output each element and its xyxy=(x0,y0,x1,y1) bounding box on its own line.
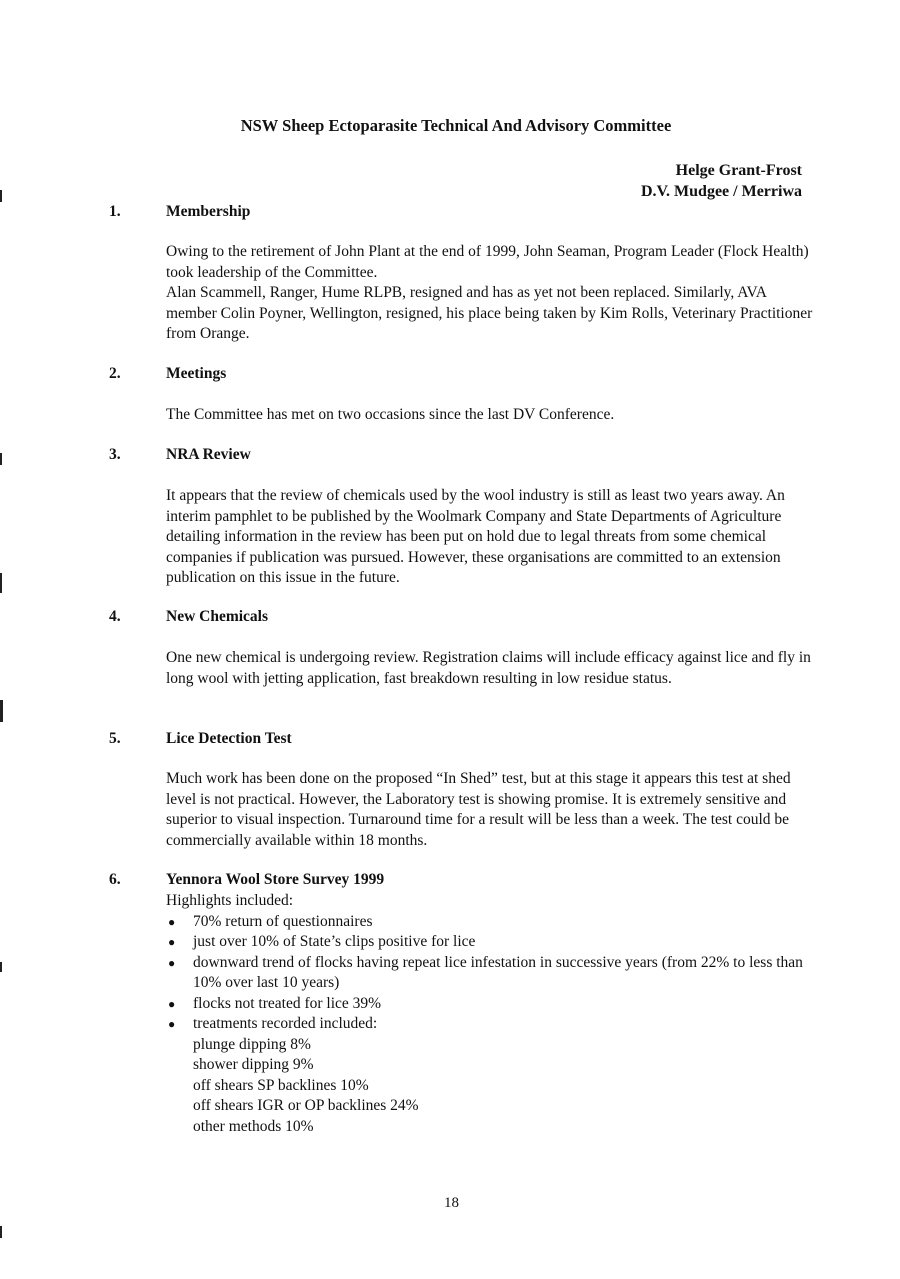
section-body xyxy=(166,891,816,1137)
treatment-item: off shears IGR or OP backlines 24% xyxy=(193,1097,419,1114)
bullet-icon: ● xyxy=(168,996,176,1011)
author-block xyxy=(641,160,802,202)
paragraph: Much work has been done on the proposed “In Shed” test, but at this stage it appears this test at shed level is not practical. However, the Laboratory test is showing promise. It is extremely sensitive and superior to visual inspection. Turnaround time for a result will be less than a week. The test could be commercially available within 18 months. xyxy=(166,770,791,849)
scan-artifact xyxy=(0,1226,2,1238)
author-name: Helge Grant-Frost xyxy=(675,162,802,179)
bullet-icon: ● xyxy=(168,914,176,929)
list-item: ● downward trend of flocks having repeat lice infestation in successive years (from 22% to less than 10% over last 10 years) xyxy=(168,953,803,991)
scan-artifact xyxy=(0,573,2,593)
page-number: 18 xyxy=(444,1195,459,1211)
paragraph: Highlights included: xyxy=(166,892,294,909)
section-heading: Meetings xyxy=(166,365,227,382)
list-item: ● 70% return of questionnaires xyxy=(166,912,816,933)
scan-artifact xyxy=(0,453,2,465)
treatment-item: plunge dipping 8% xyxy=(193,1035,311,1053)
scan-artifact xyxy=(0,962,2,972)
section-body xyxy=(166,648,816,689)
treatment-item: other methods 10% xyxy=(193,1117,314,1135)
author-affiliation: D.V. Mudgee / Merriwa xyxy=(641,183,802,200)
scan-artifact xyxy=(0,700,3,722)
highlights-list xyxy=(166,912,816,1138)
list-item: ● treatments recorded included: plunge dipping 8% shower dipping 9% off shears SP backlines 10% off shears IGR or OP backlines 24% other methods 10% xyxy=(166,1014,816,1137)
section-heading: Membership xyxy=(166,203,251,220)
section-number: 6. xyxy=(109,871,121,888)
paragraph: It appears that the review of chemicals used by the wool industry is still as least two years away. An interim pamphlet to be published by the Woolmark Company and State Departments of Agriculture detailing information in the review has been put on hold due to legal threats from some chemical companies if publication was pursued. However, these organisations are committed to an extension publication on this issue in the future. xyxy=(166,487,785,586)
section-number: 5. xyxy=(109,730,121,747)
treatments-list xyxy=(193,1035,816,1138)
list-item: ● just over 10% of State’s clips positive for lice xyxy=(166,932,816,953)
section-heading: New Chemicals xyxy=(166,608,269,625)
paragraph: One new chemical is undergoing review. Registration claims will include efficacy against lice and fly in long wool with jetting application, fast breakdown resulting in low residue status. xyxy=(166,649,811,687)
section-body xyxy=(166,405,816,426)
treatment-item: shower dipping 9% xyxy=(193,1056,314,1073)
bullet-icon: ● xyxy=(168,955,176,970)
paragraph: Owing to the retirement of John Plant at the end of 1999, John Seaman, Program Leader (Flock Health) took leadership of the Committee. xyxy=(166,243,809,281)
paragraph: Alan Scammell, Ranger, Hume RLPB, resigned and has as yet not been replaced. Similarly, AVA member Colin Poyner, Wellington, resigned, his place being taken by Kim Rolls, Veterinary Practitioner from Orange. xyxy=(166,284,813,342)
scan-artifact xyxy=(0,190,2,202)
section-heading: Yennora Wool Store Survey 1999 xyxy=(166,871,385,888)
bullet-icon: ● xyxy=(168,935,176,949)
section-number: 2. xyxy=(109,365,121,382)
section-heading: Lice Detection Test xyxy=(166,730,292,747)
section-number: 4. xyxy=(109,608,121,625)
paragraph: The Committee has met on two occasions since the last DV Conference. xyxy=(166,406,615,423)
document-title: NSW Sheep Ectoparasite Technical And Advisory Committee xyxy=(240,116,672,135)
section-body xyxy=(166,769,816,851)
bullet-icon: ● xyxy=(168,1017,176,1031)
section-number: 1. xyxy=(109,203,121,220)
section-heading: NRA Review xyxy=(166,446,251,463)
section-body xyxy=(166,486,816,589)
section-number: 3. xyxy=(109,446,121,463)
section-body xyxy=(166,242,816,345)
treatment-item: off shears SP backlines 10% xyxy=(193,1076,369,1094)
list-item: ● flocks not treated for lice 39% xyxy=(166,994,816,1015)
